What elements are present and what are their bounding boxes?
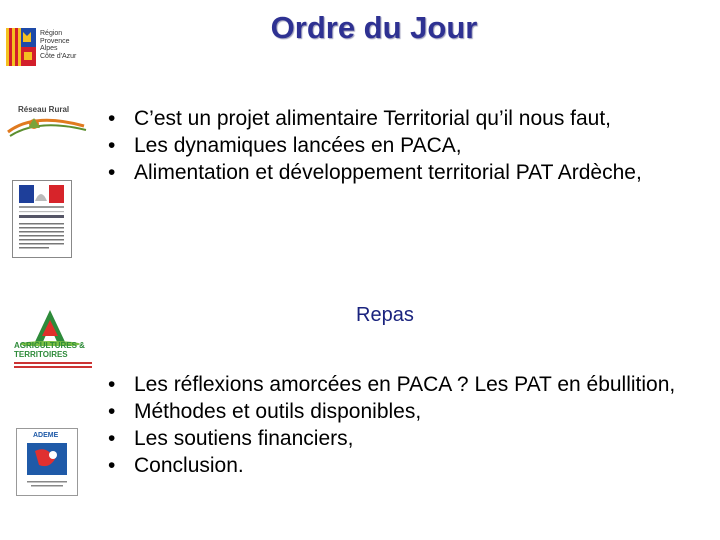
- agenda-list-bottom: [106, 371, 686, 479]
- list-item-text: Les réflexions amorcées en PACA ? Les PAT en ébullition,: [134, 373, 676, 396]
- list-item-text: Les dynamiques lancées en PACA,: [134, 134, 462, 157]
- region-logo-text: [40, 30, 76, 61]
- list-item: [106, 132, 666, 159]
- chambre-a-icon: [8, 306, 94, 346]
- list-item: [106, 398, 686, 425]
- bullet-marker: •: [108, 427, 116, 450]
- region-line: Côte d'Azur: [40, 53, 77, 61]
- bullet-marker: •: [108, 454, 116, 477]
- reseau-rural-logo: [4, 106, 90, 142]
- marianne-icon: [13, 181, 71, 257]
- list-item: [106, 452, 686, 479]
- region-line: Provence: [40, 37, 70, 45]
- bullet-marker: •: [108, 400, 116, 423]
- chambre-subline: [14, 362, 92, 364]
- list-item: [106, 159, 666, 186]
- list-item-text: Les soutiens financiers,: [134, 427, 354, 450]
- agenda-list-top: [106, 105, 666, 186]
- list-item-text: Conclusion.: [134, 454, 244, 477]
- chambre-subline: [14, 366, 92, 368]
- list-item: [106, 425, 686, 452]
- bullet-marker: •: [108, 134, 116, 157]
- region-shield-icon: [6, 28, 36, 66]
- list-item: [106, 371, 686, 398]
- bullet-marker: •: [108, 373, 116, 396]
- list-item-text: Alimentation et développement territorial PAT Ardèche,: [134, 161, 642, 184]
- section-label: Repas: [356, 304, 414, 326]
- list-item-text: C’est un projet alimentaire Territorial qu’il nous faut,: [134, 107, 612, 130]
- region-line: Région: [40, 30, 63, 37]
- region-line: Alpes: [40, 45, 58, 53]
- list-item: [106, 105, 666, 132]
- agricultures-territoires-logo: [8, 306, 94, 372]
- region-paca-logo: [6, 28, 88, 68]
- draaf-logo: [12, 180, 72, 258]
- bullet-marker: •: [108, 107, 116, 130]
- page-title: Ordre du Jour: [270, 10, 478, 45]
- reseau-logo-text: Réseau Rural: [18, 105, 70, 114]
- chambre-logo-text: AGRICULTURES & TERRITOIRES: [14, 341, 85, 359]
- ademe-logo-text: ADEME: [33, 432, 59, 439]
- bullet-marker: •: [108, 161, 116, 184]
- list-item-text: Méthodes et outils disponibles,: [134, 400, 422, 423]
- ademe-logo: [16, 428, 78, 496]
